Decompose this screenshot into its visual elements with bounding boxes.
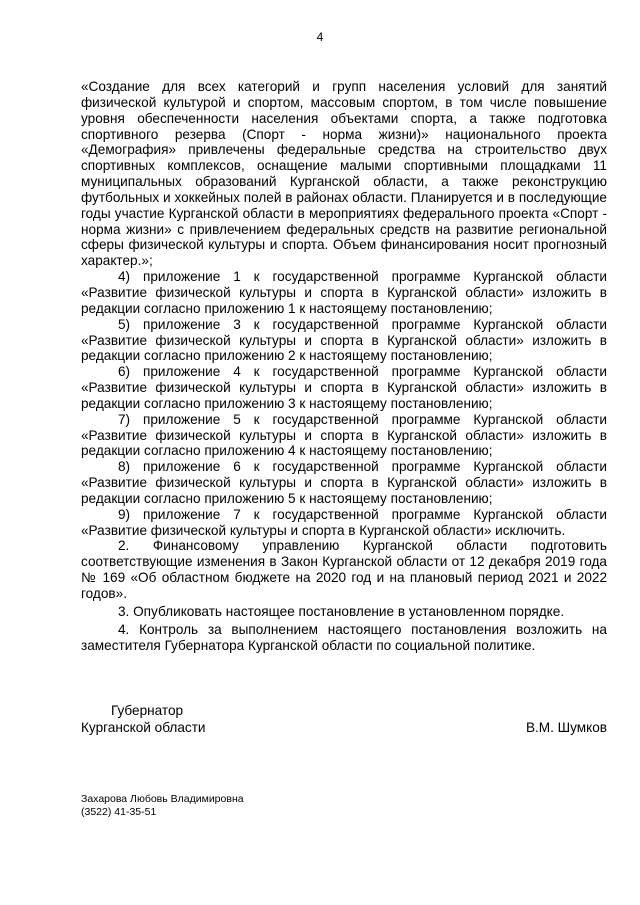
paragraph-item-5: 5) приложение 3 к государственной программе Курганской области «Развитие физической культуры и спорта в Курганской области» изложить в редакции согласно приложению 2 к настоящему постановлению; — [81, 316, 607, 364]
signature-title-line-2: Курганской области — [81, 720, 206, 735]
contact-block — [81, 793, 244, 819]
paragraph-item-7: 7) приложение 5 к государственной программе Курганской области «Развитие физической культуры и спорта в Курганской области» изложить в редакции согласно приложению 4 к настоящему постановлению; — [81, 411, 607, 459]
paragraph-item-8: 8) приложение 6 к государственной программе Курганской области «Развитие физической культуры и спорта в Курганской области» изложить в редакции согласно приложению 5 к настоящему постановлению; — [81, 459, 607, 506]
paragraph-section-3: 3. Опубликовать настоящее постановление в установленном порядке. — [118, 603, 565, 619]
contact-name: Захарова Любовь Владимировна — [81, 793, 244, 805]
paragraph-section-4: 4. Контроль за выполнением настоящего постановления возложить на заместителя Губернатора Курганской области по социальной политике. — [81, 621, 607, 653]
signature-name: В.М. Шумков — [525, 720, 607, 735]
paragraph-continuation: «Создание для всех категорий и групп населения условий для занятий физической культурой и спортом, массовым спортом, в том числе повышение уровня обеспеченности населения объектами спорта, а также подготовка спортивного резерва (Спорт - норма жизни)» национального проекта «Демография» привлечены федеральные средства на строительство двух спортивных комплексов, оснащение малыми спортивными площадками 11 муниципальных образований Курганской области, а также реконструкцию футбольных и хоккейных полей в районах области. Планируется и в последующие годы участие Курганской области в мероприятиях федерального проекта «Спорт - норма жизни» с привлечением федеральных средств на развитие региональной сферы физической культуры и спорта. Объем финансирования носит прогнозный характер.»; — [81, 79, 607, 269]
paragraph-item-4: 4) приложение 1 к государственной программе Курганской области «Развитие физической культуры и спорта в Курганской области» изложить в редакции согласно приложению 1 к настоящему постановлению; — [81, 269, 607, 316]
paragraph-item-9: 9) приложение 7 к государственной программе Курганской области «Развитие физической культуры и спорта в Курганской области» исключить. — [81, 506, 607, 538]
contact-phone: (3522) 41-35-51 — [81, 806, 157, 818]
page-number: 4 — [316, 30, 324, 44]
document-body — [81, 79, 607, 653]
paragraph-section-2: 2. Финансовому управлению Курганской области подготовить соответствующие изменения в Закон Курганской области от 12 декабря 2019 года № 169 «Об областном бюджете на 2020 год и на плановый период 2021 и 2022 годов». — [81, 538, 607, 601]
paragraph-item-6: 6) приложение 4 к государственной программе Курганской области «Развитие физической культуры и спорта в Курганской области» изложить в редакции согласно приложению 3 к настоящему постановлению; — [81, 364, 607, 411]
signature-title — [81, 702, 206, 736]
signature-title-line-1: Губернатор — [111, 703, 184, 718]
